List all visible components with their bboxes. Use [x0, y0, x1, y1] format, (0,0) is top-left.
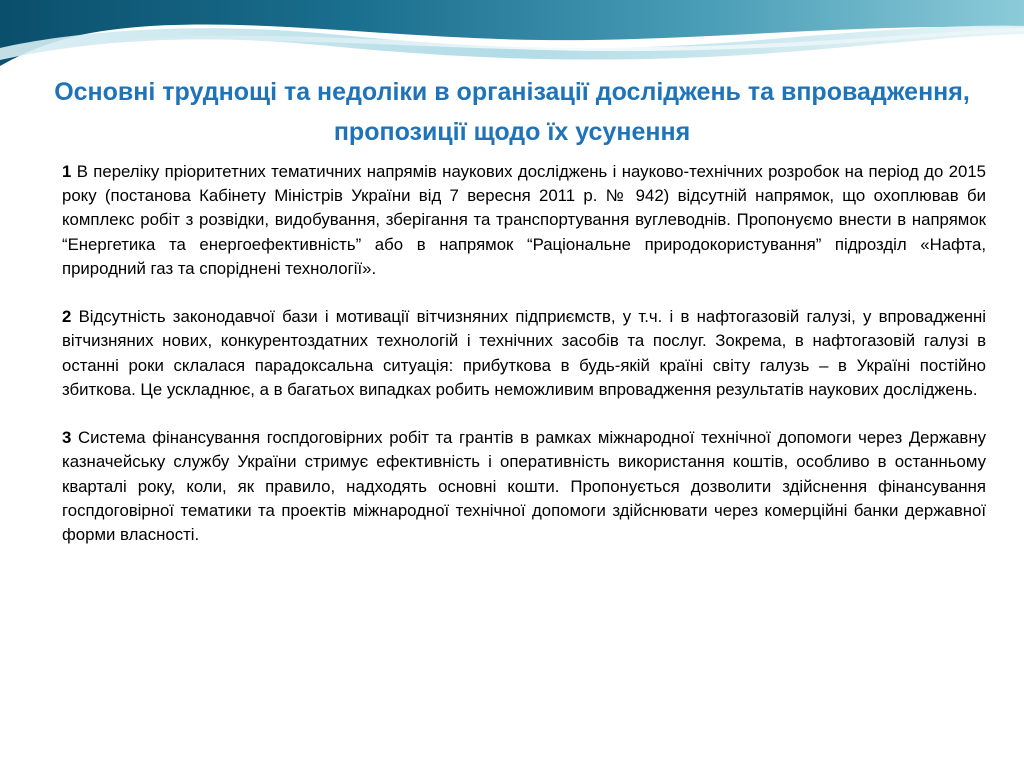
paragraph-number: 3: [62, 428, 72, 448]
paragraph-3: [62, 426, 986, 547]
paragraph-number: 2: [62, 307, 72, 327]
slide-body: [62, 160, 986, 571]
slide-title: Основні труднощі та недоліки в організації досліджень та впровадження, пропозиції щодо їх усунення: [54, 78, 970, 146]
paragraph-text: Відсутність законодавчої бази і мотивації вітчизняних підприємств, у т.ч. і в нафтогазовій галузі, у впровадженні вітчизняних нових, конкурентоздатних технологій і технічних засобів та послуг. Зокрема, в нафтогазовій галузі в останні роки склалася парадоксальна ситуація: прибуткова в будь-якій країні світу галузь – в Україні постійно збиткова. Це ускладнює, а в багатьох випадках робить неможливим впровадження результатів наукових досліджень.: [62, 307, 986, 399]
header-wave-decoration: [0, 0, 1024, 80]
paragraph-1: [62, 160, 986, 281]
paragraph-text: Система фінансування госпдоговірних робіт та грантів в рамках міжнародної технічної допомоги через Державну казначейську службу України стримує ефективність і оперативність використання коштів, особливо в останньому кварталі року, коли, як правило, надходять основні кошти. Пропонується дозволити здійснення фінансування госпдоговірної тематики та проектів міжнародної технічної допомоги здійснювати через комерційні банки державної форми власності.: [62, 428, 986, 545]
paragraph-number: 1: [62, 162, 72, 181]
paragraph-text: В переліку пріоритетних тематичних напрямів наукових досліджень і науково-технічних розробок на період до 2015 року (постанова Кабінету Міністрів України від 7 вересня 2011 р. № 942) відсутній напрямок, що охоплював би комплекс робіт з розвідки, видобування, зберігання та транспортування вуглеводнів. Пропонуємо внести в напрямок “Енергетика та енергоефективність” або в напрямок “Раціональне природокористування” підрозділ «Нафта, природний газ та споріднені технології».: [62, 162, 986, 278]
paragraph-2: [62, 305, 986, 402]
